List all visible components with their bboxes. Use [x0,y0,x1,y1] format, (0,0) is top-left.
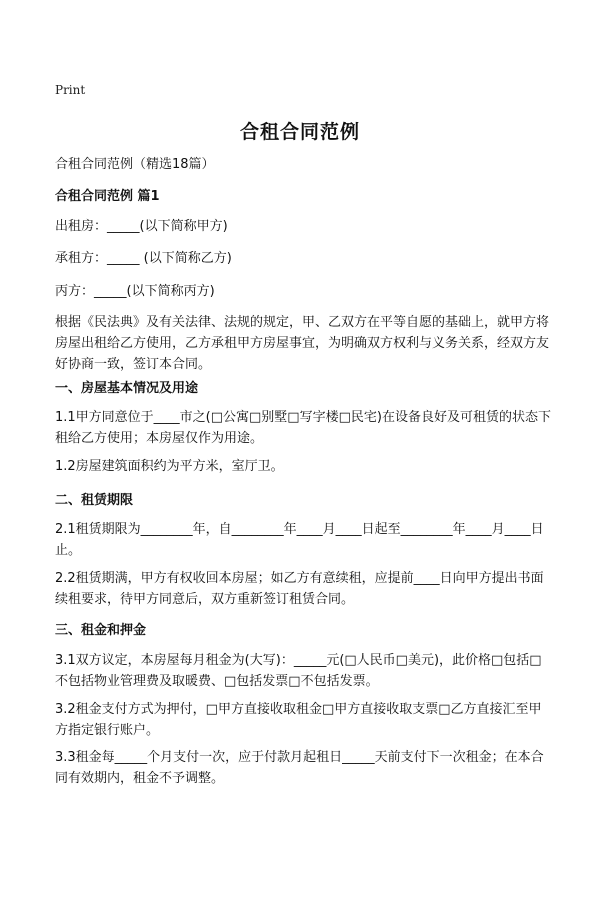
lessee-line: 承租方：_____ (以下简称乙方) [55,251,232,266]
clause-3-1: 3.1双方议定，本房屋每月租金为(大写)：_____元(□人民币□美元)，此价格□包括□不包括物业管理费及取暖费、□包括发票□不包括发票。 [55,653,542,689]
clause-1-1: 1.1甲方同意位于____市之(□公寓□别墅□写字楼□民宅)在设备良好及可租赁的状态下租给乙方使用；本房屋仅作为用途。 [55,410,551,446]
preamble-paragraph: 根据《民法典》及有关法律、法规的规定，甲、乙双方在平等自愿的基础上，就甲方将房屋出租给乙方使用，乙方承租甲方房屋事宜，为明确双方权利与义务关系，经双方友好协商一致，签订本合同。 [55,315,550,372]
page-title: 合租合同范例 [239,121,360,143]
lessor-line: 出租房：_____(以下简称甲方) [55,219,228,234]
clause-1-2: 1.2房屋建筑面积约为平方米，室厅卫。 [55,459,284,474]
section-title: 合租合同范例 篇1 [55,189,160,204]
heading-rent: 三、租金和押金 [55,623,147,638]
clause-3-3: 3.3租金每_____个月支付一次，应于付款月起租日_____天前支付下一次租金；在本合同有效期内，租金不予调整。 [55,750,544,786]
clause-2-2: 2.2租赁期满，甲方有权收回本房屋；如乙方有意续租，应提前____日向甲方提出书面续租要求，待甲方同意后，双方重新签订租赁合同。 [55,571,544,607]
print-label: Print [55,83,86,97]
third-party-line: 丙方：_____(以下简称丙方) [55,284,215,299]
clause-2-1: 2.1租赁期限为________年，自________年____月____日起至________年____月____日止。 [55,522,544,558]
heading-property: 一、房屋基本情况及用途 [55,381,199,396]
document-subtitle: 合租合同范例（精选18篇） [55,157,215,172]
heading-term: 二、租赁期限 [55,493,134,508]
clause-3-2: 3.2租金支付方式为押付，□甲方直接收取租金□甲方直接收取支票□乙方直接汇至甲方指定银行账户。 [55,702,542,738]
